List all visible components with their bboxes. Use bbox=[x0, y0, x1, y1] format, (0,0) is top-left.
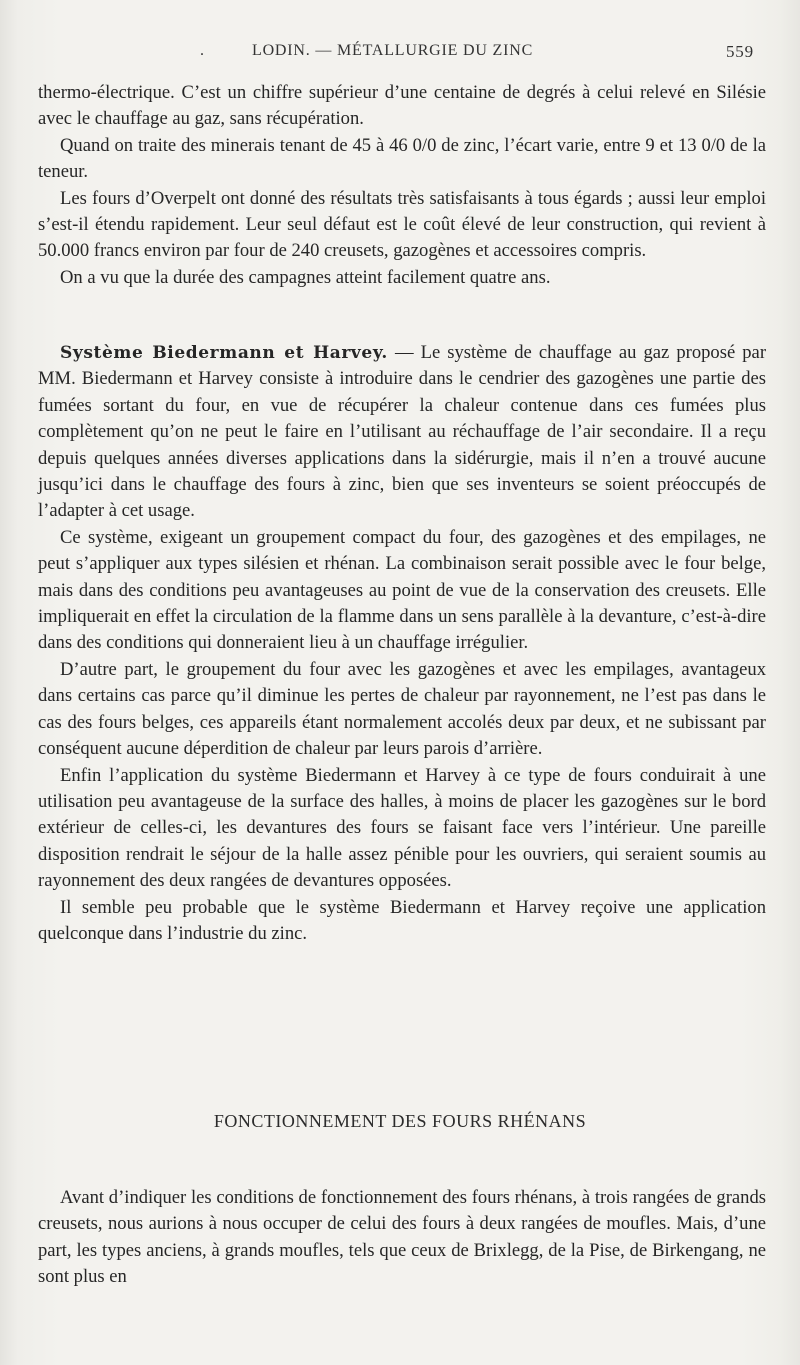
paragraph: D’autre part, le groupement du four avec les gazogènes et avec les empilages, avantageux dans certains cas parce qu’il diminue les pertes de chaleur par rayonnement, ne l’est pas dans le cas des fours belges, ces appareils étant normalement accolés deux par deux, et ne subissant par conséquent aucune déperdition de chaleur par leurs parois d’arrière. bbox=[38, 658, 766, 760]
paragraph: thermo-électrique. C’est un chiffre supérieur d’une centaine de degrés à celui relevé en Silésie avec le chauffage au gaz, sans récupération. bbox=[38, 82, 766, 130]
paragraph-biedermann-intro bbox=[38, 340, 766, 525]
paragraph: Quand on traite des minerais tenant de 45 à 46 0/0 de zinc, l’écart varie, entre 9 et 13 0/0 de la teneur. bbox=[38, 134, 766, 183]
paragraph: Ce système, exigeant un groupement compact du four, des gazogènes et des empilages, ne peut s’appliquer aux types silésien et rhénan. La combinaison serait possible avec le four belge, mais dans des conditions peu avantageuses au point de vue de la conservation des creusets. Elle impliquerait en effet la circulation de la flamme dans un sens parallèle à la devanture, c’est-à-dire dans des conditions qui donneraient lieu à un chauffage irrégulier. bbox=[38, 526, 766, 654]
header-dot: . bbox=[200, 42, 205, 59]
paragraph: Enfin l’application du système Biedermann et Harvey à ce type de fours conduirait à une utilisation peu avantageuse de la surface des halles, à moins de placer les gazogènes sur le bord extérieur de celles-ci, les devantures des fours se faisant face vers l’intérieur. Une pareille disposition rendrait le séjour de la halle assez pénible pour les ouvriers, qui seraient soumis au rayonnement des deux rangées de devantures opposées. bbox=[38, 764, 766, 892]
subsection-heading: Système Biedermann et Harvey. bbox=[60, 343, 388, 363]
section-heading: FONCTIONNEMENT DES FOURS RHÉNANS bbox=[213, 1111, 587, 1131]
text-block-top bbox=[38, 80, 766, 291]
paragraph: Il semble peu probable que le système Biedermann et Harvey reçoive une application quelconque dans l’industrie du zinc. bbox=[38, 896, 766, 944]
paragraph: Avant d’indiquer les conditions de fonctionnement des fours rhénans, à trois rangées de grands creusets, nous aurions à nous occuper de celui des fours à deux rangées de moufles. Mais, d’une part, les types anciens, à grands moufles, tels que ceux de Brixlegg, de la Pise, de Birkengang, ne sont plus en bbox=[38, 1187, 766, 1288]
intro-text: — Le système de chauffage au gaz proposé par MM. Biedermann et Harvey consiste à introduire dans le cendrier des gazogènes une partie des fumées sortant du four, en vue de récupérer la chaleur contenue dans ces fumées plus complètement qu’on ne peut le faire en l’utilisant au réchauffage de l’air secondaire. Il a reçu depuis quelques années diverses applications dans la sidérurgie, mais il n’en a trouvé aucune jusqu’ici dans le chauffage des fours à zinc, bien que ses inventeurs se soient préoccupés de l’adapter à cet usage. bbox=[38, 342, 767, 522]
running-title: LODIN. — MÉTALLURGIE DU ZINC bbox=[252, 42, 534, 59]
text-block-bottom bbox=[38, 1185, 766, 1291]
page-number: 559 bbox=[726, 42, 754, 61]
running-header bbox=[0, 40, 800, 64]
paragraph: Les fours d’Overpelt ont donné des résultats très satisfaisants à tous égards ; aussi leur emploi s’est-il étendu rapidement. Leur seul défaut est le coût élevé de leur construction, qui revient à 50.000 francs environ par four de 240 creusets, gazogènes et accessoires compris. bbox=[38, 187, 766, 262]
paragraph: On a vu que la durée des campagnes atteint facilement quatre ans. bbox=[60, 266, 551, 288]
text-block-biedermann bbox=[38, 340, 766, 947]
